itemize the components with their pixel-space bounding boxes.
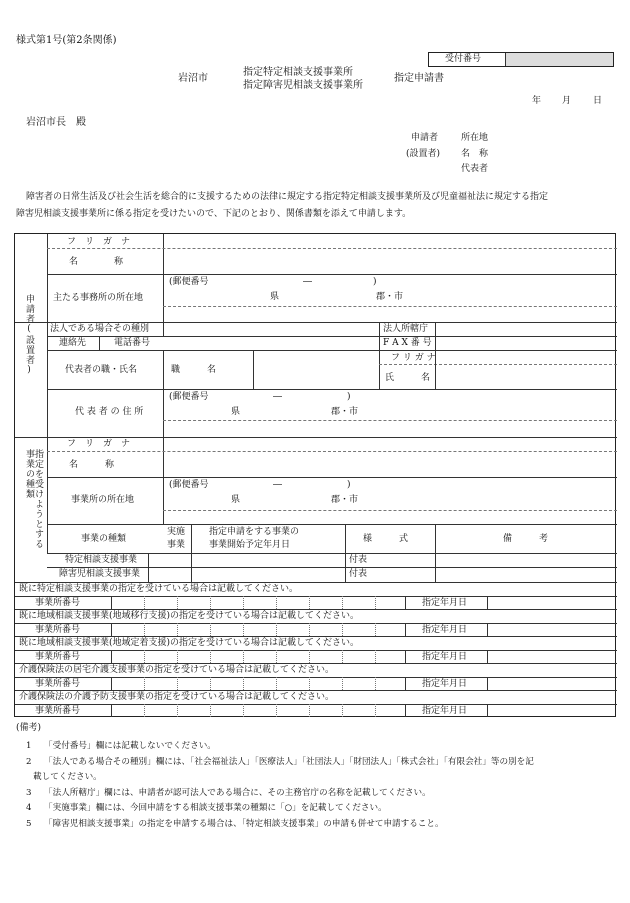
start-date-header-1: 指定申請をする事業の xyxy=(209,527,300,537)
rep-gun-shi-label: 郡・市 xyxy=(331,407,359,417)
rep-postal-code-label: (郵便番号 xyxy=(169,392,209,402)
service-child-consultation: 障害児相談支援事業 xyxy=(59,569,141,579)
applicant-rep-label: 代表者 xyxy=(461,164,489,174)
gun-shi-label: 郡・市 xyxy=(376,292,404,302)
note-text: 「障害児相談支援事業」の指定を申請する場合は、「特定相談支援事業」の申請も併せて申請すること。 xyxy=(44,818,444,829)
application-table xyxy=(14,233,616,717)
office-number-field[interactable] xyxy=(112,596,404,610)
form-id: 様式第1号(第2条関係) xyxy=(16,35,117,46)
office-number-field[interactable] xyxy=(112,677,404,691)
rep-postal-dash: ― xyxy=(273,392,282,402)
remarks-column-header: 備 考 xyxy=(503,534,549,544)
designation-date-label: 指定年月日 xyxy=(422,597,468,608)
city-name: 岩沼市 xyxy=(178,73,208,84)
implementation-header-2: 事業 xyxy=(167,540,186,550)
office-type-line1: 指定特定相談支援事業所 xyxy=(243,67,353,78)
note-number: 4 xyxy=(26,803,32,813)
receipt-label: 受付番号 xyxy=(445,54,482,64)
designation-date-field[interactable] xyxy=(488,704,616,718)
existing-designation-instruction: 既に地域相談支援事業(地域移行支援)の指定を受けている場合は記載してください。 xyxy=(19,611,360,621)
application-title: 指定申請書 xyxy=(394,73,444,84)
office-number-label: 事業所番号 xyxy=(35,597,81,608)
prefecture-label: 県 xyxy=(270,292,280,302)
designation-date-field[interactable] xyxy=(488,650,616,664)
postal-dash: ― xyxy=(303,277,312,287)
note-number: 3 xyxy=(26,787,32,798)
full-name-label: 氏 名 xyxy=(385,373,431,383)
existing-designation-instruction: 介護保険法の居宅介護支援事業の指定を受けている場合は記載してください。 xyxy=(19,665,335,675)
date-day: 日 xyxy=(593,96,603,106)
receipt-number-box xyxy=(428,52,614,67)
implementation-header-1: 実施 xyxy=(167,527,186,537)
section-office-label: 指定を受けようとする事業の種類 xyxy=(24,449,43,549)
rep-title-name-label: 代表者の職・氏名 xyxy=(65,365,138,375)
receipt-number-field[interactable] xyxy=(506,53,613,66)
contact-label: 連絡先 xyxy=(59,338,87,348)
office-number-field[interactable] xyxy=(112,623,404,637)
section-applicant-label: 申請者(設置者) xyxy=(24,294,34,376)
note-number: 1 xyxy=(26,741,32,751)
name-label: 名 称 xyxy=(69,257,124,267)
main-office-address-label: 主たる事務所の所在地 xyxy=(53,293,144,303)
rep-prefecture-label: 県 xyxy=(231,407,241,417)
designation-date-label: 指定年月日 xyxy=(422,705,468,716)
office-number-label: 事業所番号 xyxy=(35,705,81,716)
applicant-setter-label: (設置者) xyxy=(406,149,441,159)
office-type-line2: 指定障害児相談支援事業所 xyxy=(243,80,363,91)
start-date-header-2: 事業開始予定年月日 xyxy=(209,540,291,550)
service-specific-consultation: 特定相談支援事業 xyxy=(65,555,138,565)
office-gun-shi-label: 郡・市 xyxy=(331,495,359,505)
existing-designation-instruction: 既に地域相談支援事業(地域定着支援)の指定を受けている場合は記載してください。 xyxy=(19,638,360,648)
implementation-check-1[interactable] xyxy=(148,554,190,567)
designation-date-label: 指定年月日 xyxy=(422,678,468,689)
postal-close: ) xyxy=(373,277,377,287)
designation-date-label: 指定年月日 xyxy=(422,624,468,635)
corp-office-label: 法人所轄庁 xyxy=(383,324,429,334)
designation-date-field[interactable] xyxy=(488,677,616,691)
designation-date-label: 指定年月日 xyxy=(422,651,468,662)
applicant-address-label: 所在地 xyxy=(461,133,489,143)
rep-postal-close: ) xyxy=(347,392,351,402)
applicant-label: 申請者 xyxy=(411,133,439,143)
business-type-header: 事業の種類 xyxy=(81,534,127,544)
intro-text-line1: 障害者の日常生活及び社会生活を総合的に支援するための法律に規定する指定特定相談支援事業所及び児童福祉法に規定する指定 xyxy=(26,192,549,202)
office-postal-dash: ― xyxy=(273,480,282,490)
office-postal-close: ) xyxy=(347,480,351,490)
office-number-label: 事業所番号 xyxy=(35,651,81,662)
note-text: 「法人所轄庁」欄には、申請者が認可法人である場合に、その主務官庁の名称を記載してください。 xyxy=(44,787,431,798)
office-address-label: 事業所の所在地 xyxy=(71,495,135,505)
designation-date-field[interactable] xyxy=(488,623,616,637)
office-name-label: 名 称 xyxy=(69,460,115,470)
office-prefecture-label: 県 xyxy=(231,495,241,505)
date-year: 年 xyxy=(532,96,542,106)
postal-code-label: (郵便番号 xyxy=(169,277,209,287)
addressee: 岩沼市長 殿 xyxy=(26,117,86,128)
implementation-check-2[interactable] xyxy=(148,568,190,581)
existing-designation-instruction: 既に特定相談支援事業の指定を受けている場合は記載してください。 xyxy=(19,584,299,594)
fax-label: F A X 番 号 xyxy=(383,338,432,348)
rep-address-label: 代 表 者 の 住 所 xyxy=(75,407,144,417)
office-postal-code-label: (郵便番号 xyxy=(169,480,209,490)
phone-label: 電話番号 xyxy=(114,338,151,348)
furigana-small-label: フ リ ガ ナ xyxy=(391,353,436,363)
note-number: 5 xyxy=(26,818,32,829)
note-number: 2 xyxy=(26,756,32,767)
office-number-field[interactable] xyxy=(112,704,404,718)
form-style-header: 様 式 xyxy=(363,534,409,544)
office-number-label: 事業所番号 xyxy=(35,624,81,635)
notes-heading: (備考) xyxy=(16,723,42,733)
applicant-name-label: 名 称 xyxy=(461,149,489,159)
note-text: 「受付番号」欄には記載しないでください。 xyxy=(44,741,216,751)
note-text: 載してください。 xyxy=(33,772,102,782)
office-furigana-label: フ リ ガ ナ xyxy=(67,439,131,449)
intro-text-line2: 障害児相談支援事業所に係る指定を受けたいので、下記のとおり、関係書類を添えて申請します。 xyxy=(16,209,412,219)
applicant-name-field[interactable] xyxy=(165,249,613,273)
attachment-label-2: 付表 xyxy=(349,569,368,579)
job-title-label: 職 名 xyxy=(171,365,217,375)
date-month: 月 xyxy=(562,96,572,106)
designation-date-field[interactable] xyxy=(488,596,616,610)
note-text: 「実施事業」欄には、今回申請をする相談支援事業の種類に「○」を記載してください。 xyxy=(44,803,387,813)
furigana-label: フ リ ガ ナ xyxy=(67,237,131,247)
note-text: 「法人である場合その種別」欄には、「社会福祉法人」「医療法人」「社団法人」「財団法人」「株式会社」「有限会社」等の別を記 xyxy=(44,756,534,767)
office-number-label: 事業所番号 xyxy=(35,678,81,689)
office-number-field[interactable] xyxy=(112,650,404,664)
corp-type-label: 法人である場合その種別 xyxy=(50,324,150,334)
attachment-label-1: 付表 xyxy=(349,555,368,565)
existing-designation-instruction: 介護保険法の介護予防支援事業の指定を受けている場合は記載してください。 xyxy=(19,692,335,702)
